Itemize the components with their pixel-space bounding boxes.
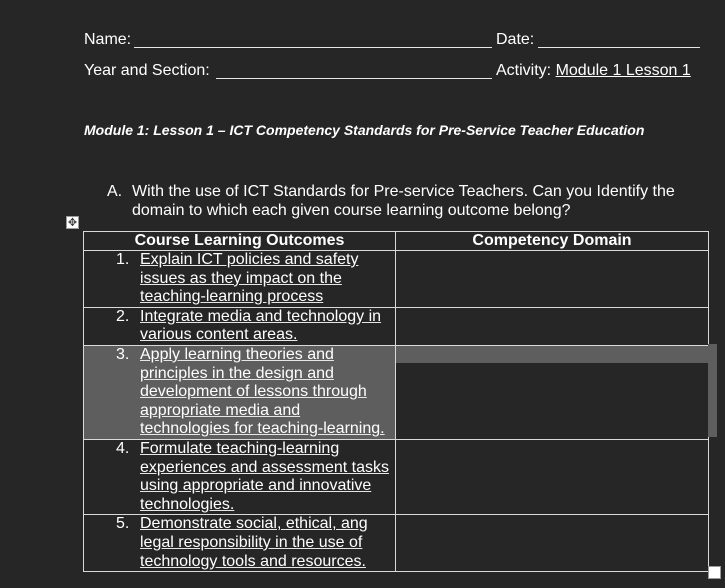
outcome-text: Integrate media and technology in various content areas. bbox=[140, 307, 382, 344]
selection-highlight bbox=[396, 346, 708, 363]
outcome-cell[interactable] bbox=[84, 515, 396, 572]
year-section-label: Year and Section: bbox=[84, 62, 210, 79]
activity-label: Activity: bbox=[496, 62, 552, 79]
outcome-cell[interactable] bbox=[84, 251, 396, 308]
domain-cell[interactable] bbox=[396, 515, 709, 572]
outcome-cell[interactable] bbox=[84, 307, 396, 345]
instruction-marker: A. bbox=[107, 183, 123, 200]
outcome-text: Demonstrate social, ethical, ang legal responsibility in the use of technology tools and resources. bbox=[140, 515, 368, 570]
row-end-selection bbox=[708, 344, 717, 437]
name-label: Name: bbox=[84, 31, 132, 48]
table-row bbox=[84, 439, 709, 514]
table-row bbox=[84, 307, 709, 345]
outcome-number: 1. bbox=[116, 251, 130, 268]
table-row-selected bbox=[84, 345, 709, 439]
table-header-row bbox=[84, 232, 709, 251]
activity-value: Module 1 Lesson 1 bbox=[555, 62, 691, 79]
outcome-cell[interactable] bbox=[84, 345, 396, 439]
year-section-blank-line[interactable] bbox=[216, 78, 492, 79]
header-competency-domain: Competency Domain bbox=[396, 232, 709, 251]
table-resize-icon[interactable] bbox=[708, 566, 721, 579]
outcome-number: 3. bbox=[116, 345, 130, 363]
domain-cell[interactable] bbox=[396, 439, 709, 514]
table-row bbox=[84, 251, 709, 308]
name-blank-line[interactable] bbox=[134, 47, 492, 48]
domain-cell[interactable] bbox=[396, 345, 709, 439]
activity-field bbox=[496, 62, 691, 80]
instruction-text: With the use of ICT Standards for Pre-service Teachers. Can you Identify the domain to which each given course learning outcome belong? bbox=[132, 183, 675, 219]
outcome-number: 4. bbox=[116, 439, 130, 457]
module-title: Module 1: Lesson 1 – ICT Competency Standards for Pre-Service Teacher Education bbox=[84, 122, 645, 138]
outcome-number: 5. bbox=[116, 515, 130, 533]
date-label: Date: bbox=[496, 31, 535, 48]
outcomes-table bbox=[83, 231, 709, 572]
table-row bbox=[84, 515, 709, 572]
domain-cell[interactable] bbox=[396, 251, 709, 308]
outcome-text: Formulate teaching-learning experiences and assessment tasks using appropriate and innovative technologies. bbox=[140, 439, 390, 513]
outcome-number: 2. bbox=[116, 307, 130, 325]
domain-cell[interactable] bbox=[396, 307, 709, 345]
date-blank-line[interactable] bbox=[538, 47, 700, 48]
outcome-text: Explain ICT policies and safety issues as they impact on the teaching-learning process bbox=[140, 251, 359, 306]
table-move-icon[interactable]: ✥ bbox=[67, 216, 78, 229]
header-course-learning-outcomes: Course Learning Outcomes bbox=[84, 232, 396, 251]
outcome-text: Apply learning theories and principles in the design and development of lessons through appropriate media and technologies for teaching-learning. bbox=[140, 345, 385, 438]
outcome-cell[interactable] bbox=[84, 439, 396, 514]
